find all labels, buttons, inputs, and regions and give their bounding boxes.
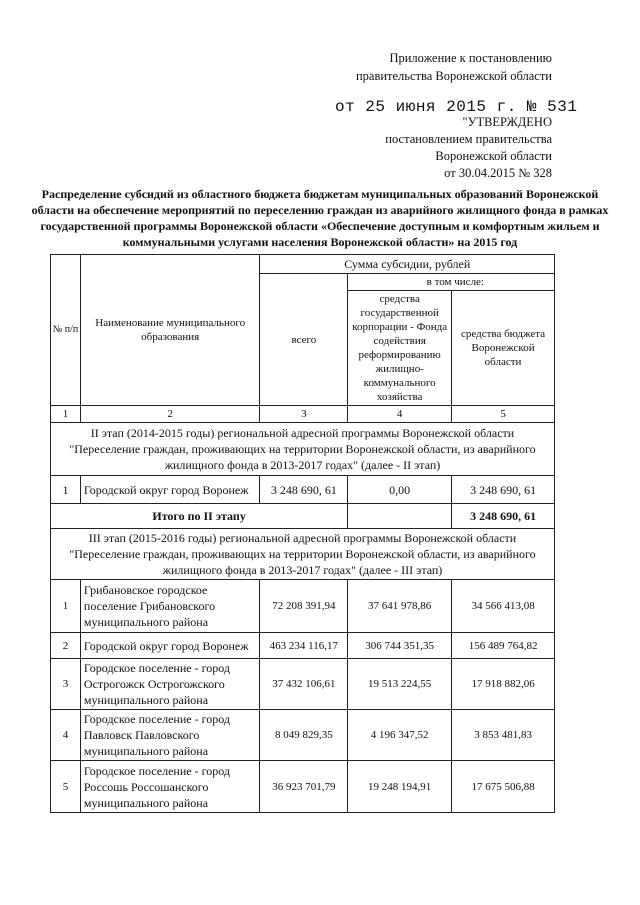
- stage2-total-value: 3 248 690, 61: [452, 504, 555, 529]
- row-fund: 4 196 347,52: [348, 710, 452, 761]
- header-num: № п/п: [51, 255, 81, 406]
- row-fund: 306 744 351,35: [348, 633, 452, 659]
- approved-line-4: от 30.04.2015 № 328: [444, 166, 552, 180]
- row-name: Городской округ город Воронеж: [80, 633, 260, 659]
- row-num: 3: [51, 659, 81, 710]
- row-total: 37 432 106,61: [260, 659, 348, 710]
- header-name: Наименование муниципального образования: [80, 255, 260, 406]
- approved-line-2: постановлением правительства: [385, 132, 552, 146]
- row-fund: 19 513 224,55: [348, 659, 452, 710]
- header-total: всего: [260, 274, 348, 406]
- header-sum: Сумма субсидии, рублей: [260, 255, 555, 274]
- row-fund: 37 641 978,86: [348, 580, 452, 633]
- approved-line-3: Воронежской области: [435, 149, 552, 163]
- table-row: [51, 633, 555, 659]
- row-total: 72 208 391,94: [260, 580, 348, 633]
- row-budget: 3 248 690, 61: [452, 476, 555, 504]
- row-num: 4: [51, 710, 81, 761]
- col-number: 3: [260, 406, 348, 423]
- stage3-title: III этап (2015-2016 годы) региональной адресной программы Воронежской области "Переселение граждан, проживающих на территории Воронежской области, из аварийного жилищного фонда в 2013-2017 годах" (далее - III этап): [51, 529, 555, 580]
- col-number: 5: [452, 406, 555, 423]
- row-total: 36 923 701,79: [260, 761, 348, 813]
- row-num: 1: [51, 476, 81, 504]
- row-budget: 17 918 882,06: [452, 659, 555, 710]
- header-fund: средства государственной корпорации - Фонда содействия реформированию жилищно-коммунального хозяйства: [348, 291, 452, 406]
- appendix-line-1: Приложение к постановлению: [389, 51, 552, 65]
- table-row: [51, 476, 555, 504]
- stage2-title: II этап (2014-2015 годы) региональной адресной программы Воронежской области "Переселение граждан, проживающих на территории Воронежской области, из аварийного жилищного фонда в 2013-2017 годах" (далее - II этап): [51, 423, 555, 476]
- decree-stamp: от 25 июня 2015 г. № 531: [335, 98, 578, 116]
- table-row: [51, 761, 555, 813]
- row-fund: 0,00: [348, 476, 452, 504]
- row-total: 3 248 690, 61: [260, 476, 348, 504]
- row-name: Городское поселение - город Острогожск Острогожского муниципального района: [80, 659, 260, 710]
- row-name: Грибановское городское поселение Грибановского муниципального района: [80, 580, 260, 633]
- row-budget: 17 675 506,88: [452, 761, 555, 813]
- table-row: [51, 710, 555, 761]
- subsidy-table: [50, 254, 555, 813]
- appendix-line-2: правительства Воронежской области: [355, 69, 552, 83]
- col-number: 1: [51, 406, 81, 423]
- document-title: Распределение субсидий из областного бюджета бюджетам муниципальных образований Воронежской области на обеспечение мероприятий по переселению граждан из аварийного жилищного фонда в рамках государственной программы Воронежской области «Обеспечение доступным и комфортным жильем и коммунальными услугами населения Воронежской области» на 2015 год: [31, 187, 609, 249]
- row-budget: 34 566 413,08: [452, 580, 555, 633]
- stage2-total-label: Итого по II этапу: [51, 504, 348, 529]
- row-num: 1: [51, 580, 81, 633]
- row-num: 5: [51, 761, 81, 813]
- row-fund: 19 248 194,91: [348, 761, 452, 813]
- row-num: 2: [51, 633, 81, 659]
- row-total: 8 049 829,35: [260, 710, 348, 761]
- row-name: Городское поселение - город Россошь Россошанского муниципального района: [80, 761, 260, 813]
- header-including: в том числе:: [348, 274, 555, 291]
- row-total: 463 234 116,17: [260, 633, 348, 659]
- empty-cell: [348, 504, 452, 529]
- table-row: [51, 580, 555, 633]
- row-name: Городское поселение - город Павловск Павловского муниципального района: [80, 710, 260, 761]
- document-body: [30, 186, 610, 813]
- row-budget: 3 853 481,83: [452, 710, 555, 761]
- col-number: 2: [80, 406, 260, 423]
- table-row: [51, 659, 555, 710]
- approved-heading: "УТВЕРЖДЕНО: [462, 115, 552, 129]
- row-name: Городской округ город Воронеж: [80, 476, 260, 504]
- header-budget: средства бюджета Воронежской области: [452, 291, 555, 406]
- row-budget: 156 489 764,82: [452, 633, 555, 659]
- col-number: 4: [348, 406, 452, 423]
